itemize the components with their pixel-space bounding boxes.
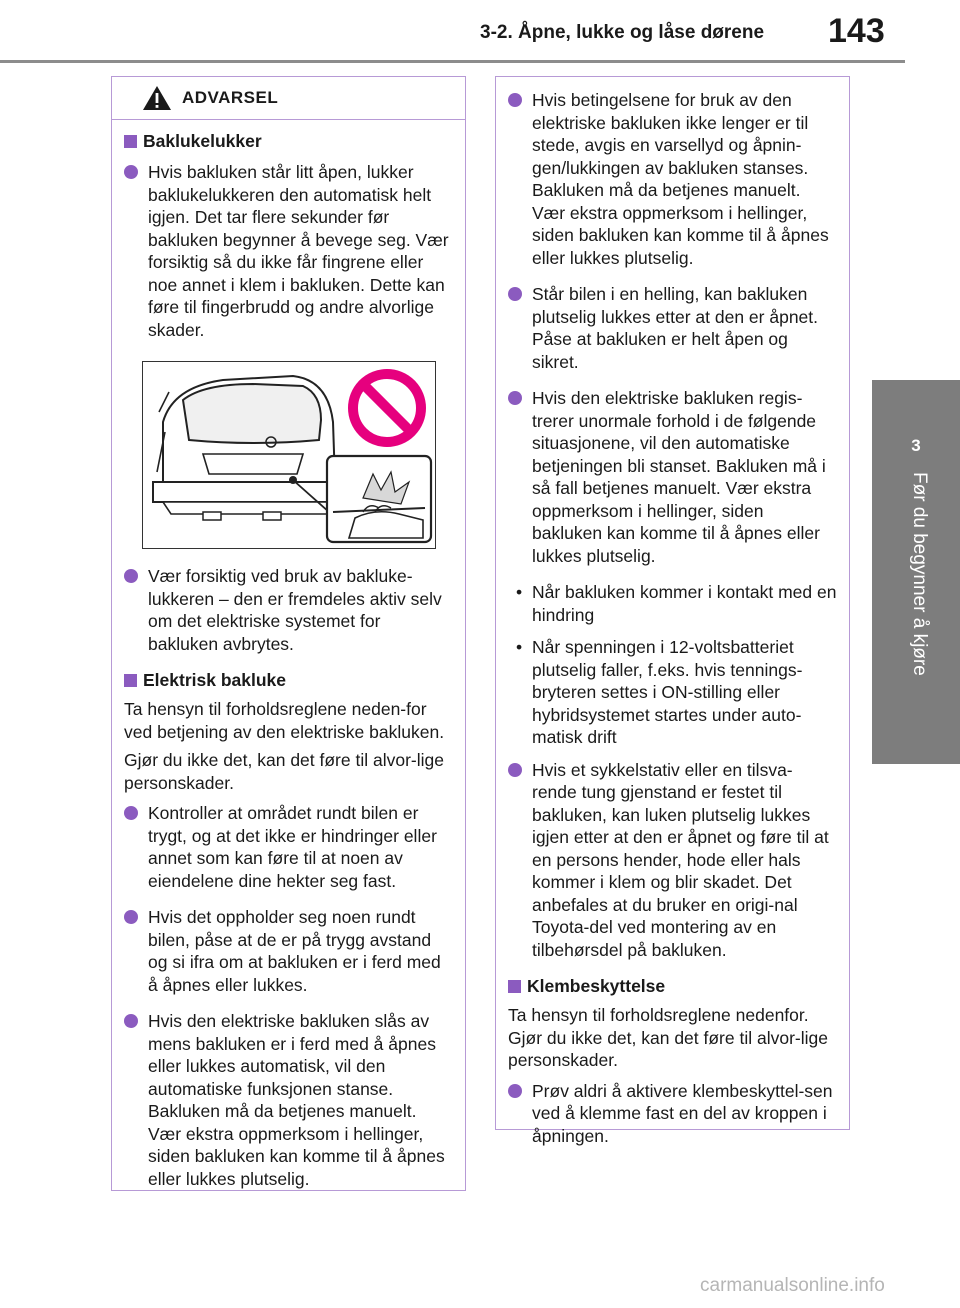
round-bullet-icon bbox=[124, 806, 138, 820]
chapter-number: 3 bbox=[911, 436, 921, 455]
square-bullet-icon bbox=[124, 135, 137, 148]
paragraph: Gjør du ikke det, kan det føre til alvor-lige personskader. bbox=[124, 750, 444, 793]
round-bullet-icon bbox=[508, 93, 522, 107]
square-bullet-icon bbox=[124, 674, 137, 687]
round-bullet-icon bbox=[124, 569, 138, 583]
list-item: Hvis et sykkelstativ eller en tilsva-rende tung gjenstand er festet til bakluken, kan luken plutselig lukkes igjen etter at den er åpnet og føre til at en persons hender, hode eller hals kommer i klem og blir skadet. Det anbefales at du bruker en origi-nal Toyota-del ved montering av en tilbehørsdel på bakluken. bbox=[508, 759, 837, 962]
dash-bullet-icon: • bbox=[516, 637, 523, 657]
sub-list-item: • Når spenningen i 12-voltsbatteriet plutselig faller, f.eks. hvis tennings-bryteren settes i ON-stilling eller hybridsystemet startes under auto-matisk drift bbox=[516, 637, 803, 747]
round-bullet-icon bbox=[508, 1084, 522, 1098]
list-item: Hvis den elektriske bakluken slås av mens bakluken er i ferd med å åpnes eller lukkes automatisk, vil den automatiske funksjonen stanse. Bakluken må da betjenes manuelt. Vær ekstra oppmerksom i hellinger, siden bakluken kan komme til å åpnes eller lukkes plutselig. bbox=[124, 1010, 453, 1190]
dash-bullet-icon: • bbox=[516, 582, 523, 602]
round-bullet-icon bbox=[124, 165, 138, 179]
round-bullet-icon bbox=[124, 910, 138, 924]
tailgate-warning-illustration bbox=[142, 361, 436, 549]
tailgate-car-icon bbox=[143, 362, 435, 548]
round-bullet-icon bbox=[508, 287, 522, 301]
round-bullet-icon bbox=[508, 391, 522, 405]
section-title-baklukelukker: Baklukelukker bbox=[124, 130, 453, 153]
chapter-name: Før du begynner å kjøre bbox=[909, 472, 930, 676]
site-watermark: carmanualsonline.info bbox=[700, 1275, 885, 1296]
header-divider bbox=[0, 60, 905, 63]
round-bullet-icon bbox=[508, 763, 522, 777]
list-item: Vær forsiktig ved bruk av bakluke-lukkeren – den er fremdeles aktiv selv om det elektriske systemet for bakluken avbrytes. bbox=[124, 565, 453, 655]
paragraph: Ta hensyn til forholdsreglene nedenfor. Gjør du ikke det, kan det føre til alvor-lige personskader. bbox=[508, 1005, 828, 1070]
chapter-title: 3-2. Åpne, lukke og låse dørene bbox=[480, 22, 765, 43]
warning-triangle-icon bbox=[142, 85, 172, 111]
square-bullet-icon bbox=[508, 980, 521, 993]
paragraph: Ta hensyn til forholdsreglene neden-for ved betjening av den elektriske bakluken. bbox=[124, 699, 445, 742]
page-number: 143 bbox=[828, 12, 885, 50]
chapter-side-tab bbox=[872, 380, 960, 764]
section-title-elektrisk-bakluke: Elektrisk bakluke bbox=[124, 669, 453, 692]
sub-list-item: • Når bakluken kommer i kontakt med en hindring bbox=[516, 582, 837, 625]
section-title-klembeskyttelse: Klembeskyttelse bbox=[508, 975, 837, 998]
list-item: Hvis det oppholder seg noen rundt bilen, påse at de er på trygg avstand og si ifra om at bakluken er i ferd med å åpnes eller lukkes. bbox=[124, 906, 453, 996]
list-item: Kontroller at området rundt bilen er trygt, og at det ikke er hindringer eller annet som kan føre til at noen av eiendelene dine hekter seg fast. bbox=[124, 802, 453, 892]
list-item: Står bilen i en helling, kan bakluken plutselig lukkes etter at den er åpnet. Påse at bakluken er helt åpen og sikret. bbox=[508, 283, 837, 373]
warning-box-right bbox=[495, 76, 850, 1146]
list-item: Prøv aldri å aktivere klembeskyttel-sen ved å klemme fast en del av kroppen i åpningen. bbox=[508, 1080, 837, 1148]
list-item: Hvis den elektriske bakluken regis-trerer unormale forhold i de følgende situasjonene, vil den automatiske betjeningen bli stanset. Bakluken må i så fall betjenes manuelt. Vær ekstra oppmerksom i hellinger, siden bakluken kan komme til å åpnes eller lukkes plutselig. bbox=[508, 387, 837, 567]
list-item: Hvis bakluken står litt åpen, lukker baklukelukkeren den automatisk helt igjen. Det tar flere sekunder før bakluken begynner å bevege seg. Vær forsiktig så du ikke får fingrene eller noe annet i klem i bakluken. Dette kan føre til fingerbrudd og andre alvorlige skader. bbox=[124, 161, 453, 341]
warning-box-left bbox=[111, 76, 466, 1191]
warning-label: ADVARSEL bbox=[182, 88, 279, 107]
list-item: Hvis betingelsene for bruk av den elektriske bakluken ikke lenger er til stede, avgis en varsellyd og åpnin-gen/lukkingen av bakluken stanses. Bakluken må da betjenes manuelt. Vær ekstra oppmerksom i hellinger, siden bakluken kan komme til å åpnes eller lukkes plutselig. bbox=[508, 89, 837, 269]
round-bullet-icon bbox=[124, 1014, 138, 1028]
warning-header bbox=[112, 77, 465, 120]
